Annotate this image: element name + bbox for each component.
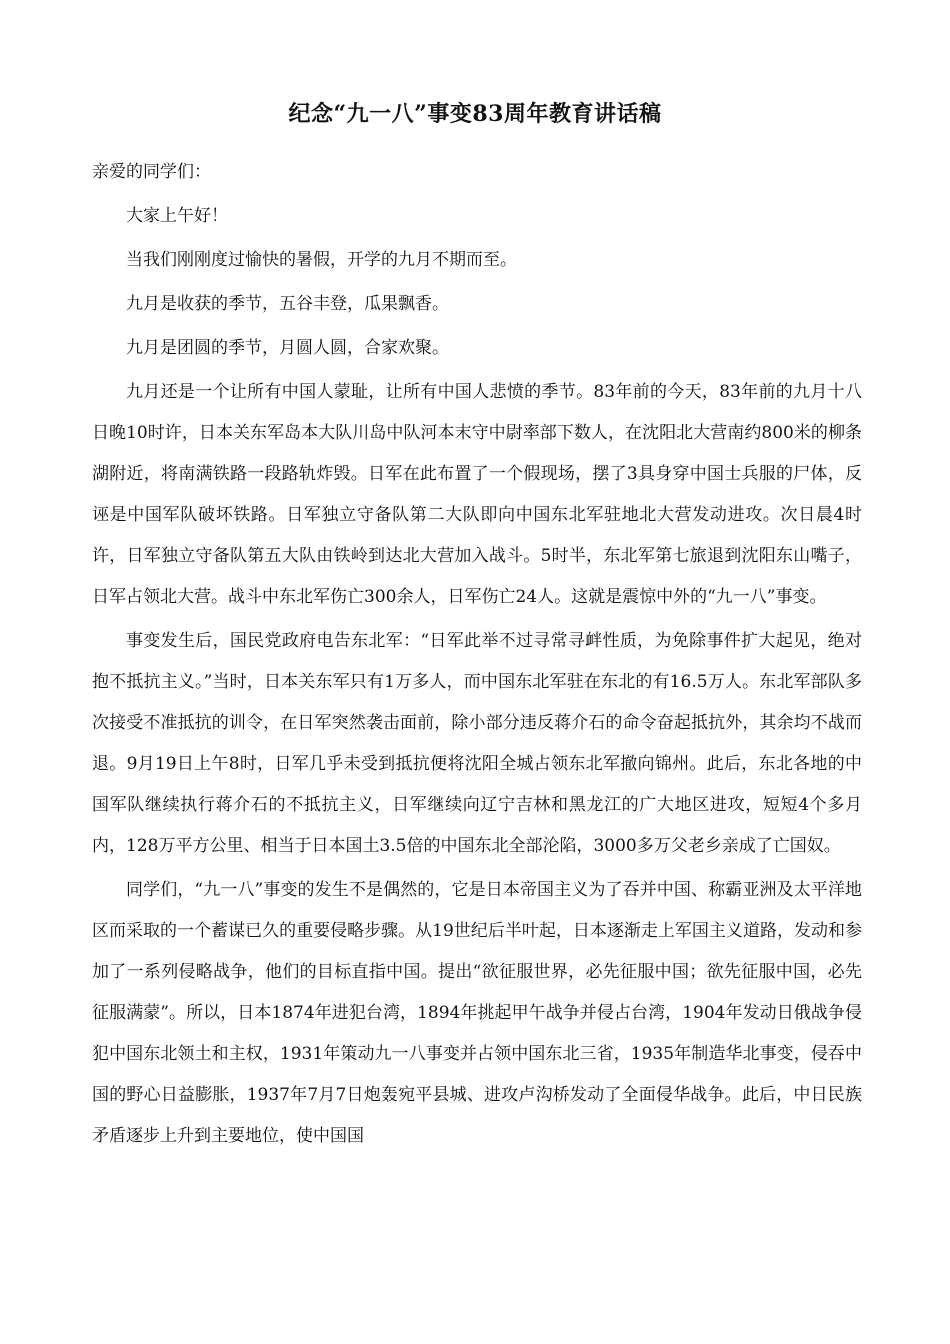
page-title: 纪念“九一八”事变83周年教育讲话稿 <box>288 101 662 127</box>
paragraph-harvest-season: 九月是收获的季节，五谷丰登，瓜果飘香。 <box>126 294 449 314</box>
paragraph-non-resistance: 事变发生后，国民党政府电告东北军：“日军此举不过寻常寻衅性质，为免除事件扩大起见，绝对抱不抵抗主义。”当时，日本关东军只有1万多人，而中国东北军驻在东北的有16.5万人。东北军部队多次接受不准抵抗的训令，在日军突然袭击面前，除小部分违反蒋介石的命令奋起抵抗外，其余均不战而退。9月19日上午8时，日军几乎未受到抵抗便将沈阳全城占领东北军撤向锦州。此后，东北各地的中国军队继续执行蒋介石的不抵抗主义，日军继续向辽宁吉林和黑龙江的广大地区进攻，短短4个多月内，128万平方公里、相当于日本国土3.5倍的中国东北全部沦陷，3000多万父老乡亲成了亡国奴。 <box>92 631 862 856</box>
paragraph-reunion-season: 九月是团圆的季节，月圆人圆，合家欢聚。 <box>126 338 449 358</box>
paragraph-incident-account: 九月还是一个让所有中国人蒙耻，让所有中国人悲愤的季节。83年前的今天，83年前的九月十八日晚10时许，日本关东军岛本大队川岛中队河本末守中尉率部下数人，在沈阳北大营南约800米的柳条湖附近，将南满铁路一段路轨炸毁。日军在此布置了一个假现场，摆了3具身穿中国士兵服的尸体，反诬是中国军队破坏铁路。日军独立守备队第二大队即向中国东北军驻地北大营发动进攻。次日晨4时许，日军独立守备队第五大队由铁岭到达北大营加入战斗。5时半，东北军第七旅退到沈阳东山嘴子，日军占领北大营。战斗中东北军伤亡300余人，日军伤亡24人。这就是震惊中外的“九一八”事变。 <box>92 382 862 607</box>
paragraph-september-arrives: 当我们刚刚度过愉快的暑假，开学的九月不期而至。 <box>126 250 517 270</box>
paragraph-historical-context: 同学们，“九一八”事变的发生不是偶然的，它是日本帝国主义为了吞并中国、称霸亚洲及太平洋地区而采取的一个蓄谋已久的重要侵略步骤。从19世纪后半叶起，日本逐渐走上军国主义道路，发动和参加了一系列侵略战争，他们的目标直指中国。提出“欲征服世界，必先征服中国；欲先征服中国，必先征服满蒙”。所以，日本1874年进犯台湾，1894年挑起甲午战争并侵占台湾，1904年发动日俄战争侵犯中国东北领土和主权，1931年策动九一八事变并占领中国东北三省，1935年制造华北事变，侵吞中国的野心日益膨胀，1937年7月7日炮轰宛平县城、进攻卢沟桥发动了全面侵华战争。此后，中日民族矛盾逐步上升到主要地位，使中国国 <box>92 880 862 1146</box>
paragraph-greeting: 大家上午好！ <box>126 206 228 226</box>
salutation: 亲爱的同学们： <box>92 162 211 182</box>
document-body <box>92 152 862 1160</box>
